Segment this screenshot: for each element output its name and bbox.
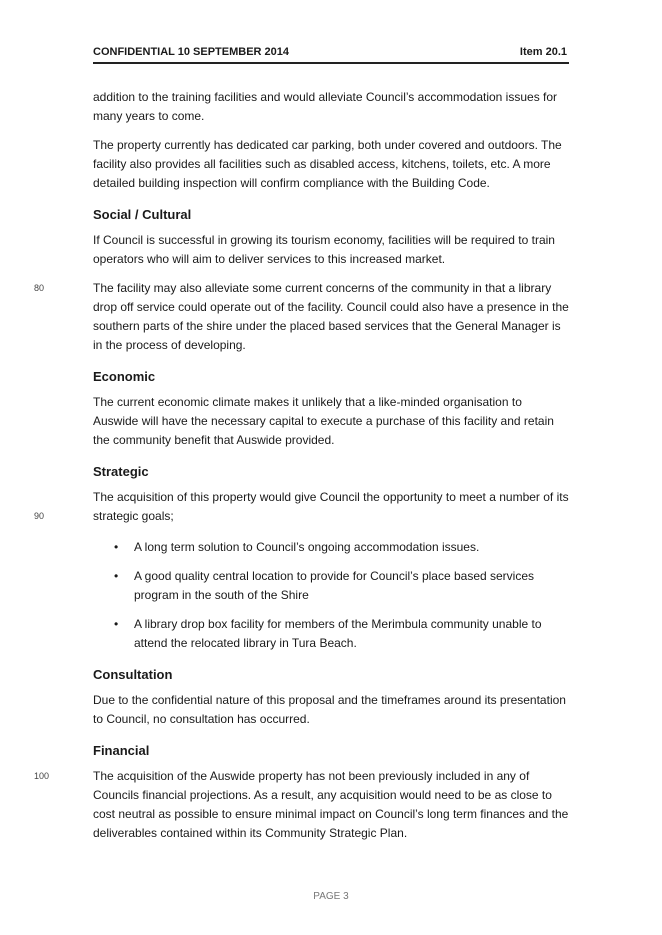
- paragraph-strategic-block: [34, 488, 569, 526]
- line-number-100: 100: [34, 771, 50, 781]
- line-number-80: 80: [34, 283, 45, 293]
- page-header: [93, 44, 569, 64]
- paragraph-economic-climate: The current economic climate makes it unlikely that a like-minded organisation to Auswide will have the necessary capital to execute a purchase of this facility and retain the community benefit that Auswide provided.: [93, 395, 554, 447]
- heading-strategic: Strategic: [93, 464, 149, 479]
- list-item: [93, 567, 569, 605]
- heading-economic: Economic: [93, 369, 156, 384]
- bullet-icon: •: [114, 617, 119, 631]
- heading-social-cultural: Social / Cultural: [93, 207, 192, 222]
- paragraph-library-block: [34, 279, 569, 355]
- bullet-icon: •: [114, 540, 119, 554]
- paragraph-accommodation: addition to the training facilities and would alleviate Council’s accommodation issues for many years to come.: [93, 90, 558, 123]
- list-item-text: A library drop box facility for members of the Merimbula community unable to attend the relocated library in Tura Beach.: [134, 617, 542, 650]
- list-item-text: A long term solution to Council’s ongoing accommodation issues.: [134, 540, 480, 554]
- paragraph-car-parking: The property currently has dedicated car parking, both under covered and outdoors. The facility also provides all facilities such as disabled access, kitchens, toilets, etc. A more detailed building inspection will confirm compliance with the Building Code.: [93, 138, 562, 190]
- document-body: [34, 88, 569, 843]
- header-confidential-date: CONFIDENTIAL 10 SEPTEMBER 2014: [93, 46, 290, 58]
- paragraph-financial: The acquisition of the Auswide property has not been previously included in any of Councils financial projections. As a result, any acquisition would need to be as close to cost neutral as possible to ensure minimal impact on Council’s long term finances and the deliverables contained within its Community Strategic Plan.: [93, 769, 569, 840]
- strategic-goals-list: [93, 538, 569, 653]
- list-item: [93, 538, 569, 557]
- heading-consultation: Consultation: [93, 667, 173, 682]
- header-item-number: Item 20.1: [519, 46, 567, 58]
- list-item-text: A good quality central location to provide for Council’s place based services program in the south of the Shire: [134, 569, 535, 602]
- bullet-icon: •: [114, 569, 119, 583]
- paragraph-strategic-goals: The acquisition of this property would give Council the opportunity to meet a number of its strategic goals;: [93, 490, 569, 523]
- heading-financial: Financial: [93, 743, 150, 758]
- paragraph-tourism: If Council is successful in growing its tourism economy, facilities will be required to train operators who will aim to deliver services to this increased market.: [93, 233, 555, 266]
- line-number-90: 90: [34, 511, 45, 521]
- page-number: PAGE 3: [313, 891, 349, 902]
- paragraph-consultation: Due to the confidential nature of this proposal and the timeframes around its presentation to Council, no consultation has occurred.: [93, 693, 566, 726]
- list-item: [93, 615, 569, 653]
- paragraph-library-drop-off: The facility may also alleviate some current concerns of the community in that a library drop off service could operate out of the facility. Council could also have a presence in the southern parts of the shire under the placed based services that the General Manager is in the process of developing.: [93, 281, 569, 352]
- paragraph-financial-block: [34, 767, 569, 843]
